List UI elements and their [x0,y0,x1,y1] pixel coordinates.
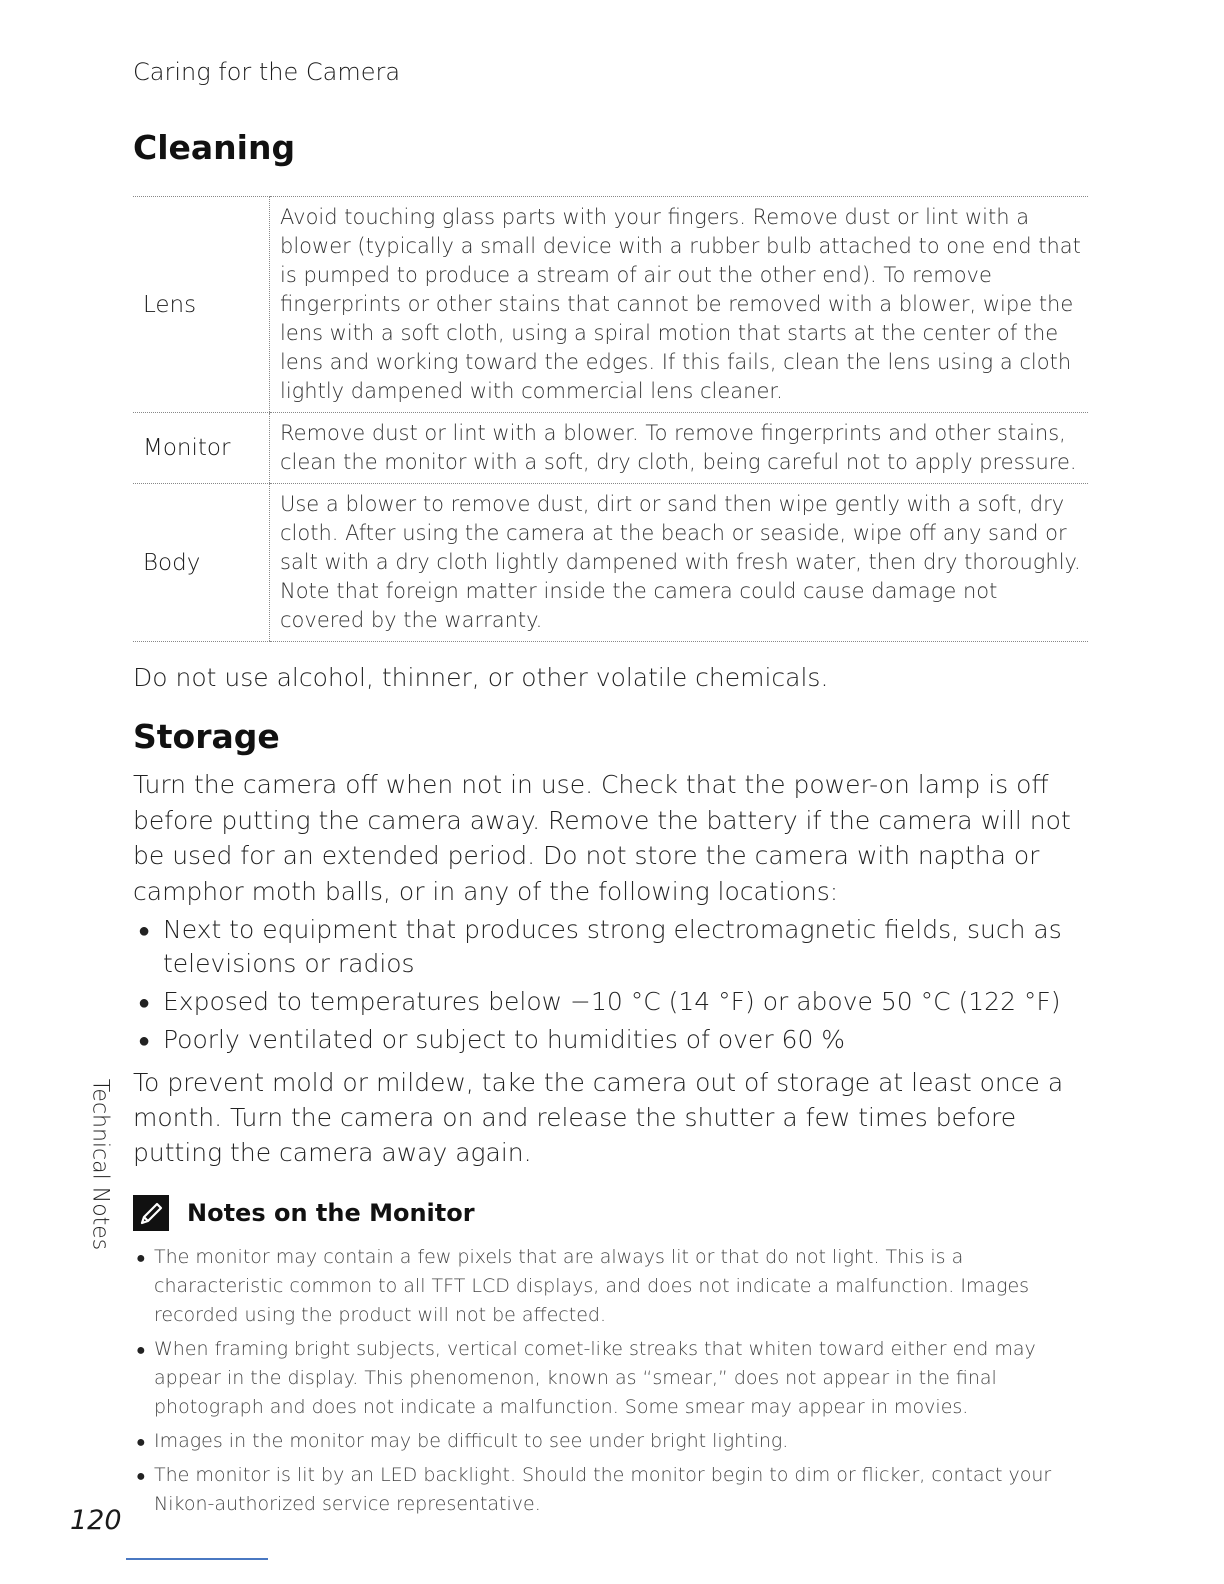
footer-divider [126,1558,268,1560]
list-item-text: Poorly ventilated or subject to humidities of over 60 % [163,1025,846,1054]
row-label: Lens [133,197,270,413]
list-item [133,1243,1088,1330]
notes-list [133,1243,1088,1524]
bullet-icon: ● [138,990,151,1014]
row-text: Avoid touching glass parts with your fingers. Remove dust or lint with a blower (typically a small device with a rubber bulb attached to one end that is pumped to produce a stream of air out the other end). To remove fingerprints or other stains that cannot be removed with a blower, wipe the lens with a soft cloth, using a spiral motion that starts at the center of the lens and working toward the edges. If this fails, clean the lens using a cloth lightly dampened with commercial lens cleaner. [270,197,1089,413]
storage-heading: Storage [133,717,280,756]
cleaning-table [133,196,1088,642]
page-number: 120 [70,1505,122,1536]
table-row [133,197,1088,413]
pencil-note-icon [133,1195,169,1231]
row-text: Remove dust or lint with a blower. To remove fingerprints and other stains, clean the monitor with a soft, dry cloth, being careful not to apply pressure. [270,413,1089,484]
bullet-icon: ● [136,1432,146,1451]
cleaning-caution: Do not use alcohol, thinner, or other volatile chemicals. [133,663,829,692]
bullet-icon: ● [136,1466,146,1485]
bullet-icon: ● [138,1028,151,1052]
table-row [133,413,1088,484]
storage-locations-list [133,913,1093,1061]
list-item-text: Images in the monitor may be difficult to see under bright lighting. [154,1430,789,1452]
storage-intro: Turn the camera off when not in use. Check that the power-on lamp is off before putting the camera away. Remove the battery if the camera will not be used for an extended period. Do not store the camera with naptha or camphor moth balls, or in any of the following locations: [133,770,1071,906]
list-item-text: Next to equipment that produces strong electromagnetic fields, such as televisions or radios [163,915,1062,978]
list-item-text: The monitor is lit by an LED backlight. Should the monitor begin to dim or flicker, contact your Nikon-authorized service representative. [154,1464,1052,1515]
list-item [133,1427,1088,1456]
table-row [133,484,1088,642]
bullet-icon: ● [136,1248,146,1267]
side-tab-label: Technical Notes [87,1078,113,1251]
notes-title [133,1195,475,1231]
row-label: Body [133,484,270,642]
list-item [133,913,1093,981]
list-item [133,1335,1088,1422]
bullet-icon: ● [138,918,151,942]
notes-heading: Notes on the Monitor [187,1199,475,1227]
list-item [133,1023,1093,1057]
cleaning-heading: Cleaning [133,128,296,167]
storage-mold-advice: To prevent mold or mildew, take the camera out of storage at least once a month. Turn the camera on and release the shutter a few times before putting the camera away again. [133,1068,1064,1167]
bullet-icon: ● [136,1340,146,1359]
list-item-text: Exposed to temperatures below −10 °C (14 °F) or above 50 °C (122 °F) [163,987,1061,1016]
row-label: Monitor [133,413,270,484]
row-text: Use a blower to remove dust, dirt or sand then wipe gently with a soft, dry cloth. After using the camera at the beach or seaside, wipe off any sand or salt with a dry cloth lightly dampened with fresh water, then dry thoroughly. Note that foreign matter inside the camera could cause damage not covered by the warranty. [270,484,1089,642]
list-item-text: When framing bright subjects, vertical comet-like streaks that whiten toward either end may appear in the display. This phenomenon, known as “smear,” does not appear in the final photograph and does not indicate a malfunction. Some smear may appear in movies. [154,1338,1036,1418]
list-item [133,985,1093,1019]
list-item-text: The monitor may contain a few pixels that are always lit or that do not light. This is a characteristic common to all TFT LCD displays, and does not indicate a malfunction. Images recorded using the product will not be affected. [154,1246,1030,1326]
running-header: Caring for the Camera [133,58,401,86]
list-item [133,1461,1088,1519]
